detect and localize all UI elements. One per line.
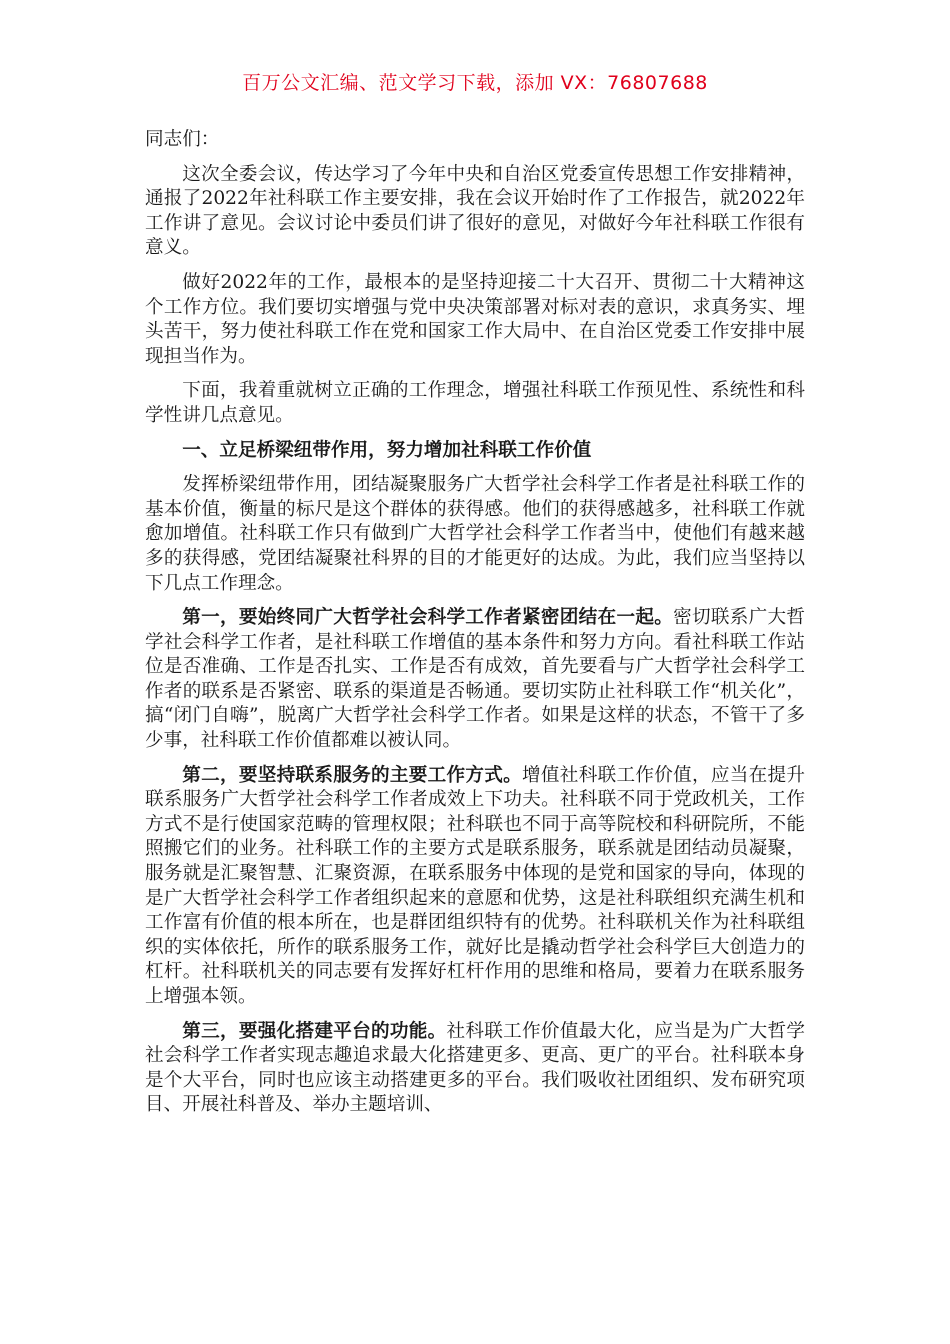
point-lead: 第三，要强化搭建平台的功能。 bbox=[182, 1020, 447, 1042]
point-body: 增值社科联工作价值，应当在提升联系服务广大哲学社会科学工作者成效上下功夫。社科联不同于党政机关，工作方式不是行使国家范畴的管理权限；社科联也不同于高等院校和科研院所，不能照搬它们的业务。社科联工作的主要方式是联系服务，联系就是团结动员凝聚，服务就是汇聚智慧、汇聚资源，在联系服务中体现的是党和国家的导向，体现的是广大哲学社会科学工作者组织起来的意愿和优势，这是社科联组织充满生机和工作富有价值的根本所在，也是群团组织特有的优势。社科联机关作为社科联组织的实体依托，所作的联系服务工作，就好比是撬动哲学社会科学巨大创造力的杠杆。社科联机关的同志要有发挥好杠杆作用的思维和格局，要着力在联系服务上增强本领。 bbox=[145, 764, 805, 1007]
salutation: 同志们： bbox=[145, 129, 220, 150]
point-body: 社科联工作价值最大化，应当是为广大哲学社会科学工作者实现志趣追求最大化搭建更多、更高、更广的平台。社科联本身是个大平台，同时也应该主动搭建更多的平台。我们吸收社团组织、发布研究项目、开展社科普及、举办主题培训、 bbox=[145, 1020, 805, 1116]
intro-paragraph: 做好2022年的工作，最根本的是坚持迎接二十大召开、贯彻二十大精神这个工作方位。我们要切实增强与党中央决策部署对标对表的意识，求真务实、埋头苦干，努力使社科联工作在党和国家工作大局中、在自治区党委工作安排中展现担当作为。 bbox=[145, 271, 805, 367]
section-intro-paragraph: 发挥桥梁纽带作用，团结凝聚服务广大哲学社会科学工作者是社科联工作的基本价值，衡量的标尺是这个群体的获得感。他们的获得感越多，社科联工作就愈加增值。社科联工作只有做到广大哲学社会科学工作者当中，使他们有越来越多的获得感，党团结凝聚社科界的目的才能更好的达成。为此，我们应当坚持以下几点工作理念。 bbox=[145, 474, 805, 594]
intro-paragraph: 这次全委会议，传达学习了今年中央和自治区党委宣传思想工作安排精神，通报了2022年社科联工作主要安排，我在会议开始时作了工作报告，就2022年工作讲了意见。会议讨论中委员们讲了很好的意见，对做好今年社科联工作很有意义。 bbox=[145, 163, 805, 259]
section-heading: 一、立足桥梁纽带作用，努力增加社科联工作价值 bbox=[182, 439, 592, 461]
intro-paragraph: 下面，我着重就树立正确的工作理念，增强社科联工作预见性、系统性和科学性讲几点意见。 bbox=[145, 380, 805, 426]
watermark-banner: 百万公文汇编、范文学习下载，添加 VX：76807688 bbox=[242, 72, 708, 94]
point-lead: 第二，要坚持联系服务的主要工作方式。 bbox=[182, 764, 523, 786]
point-paragraph bbox=[145, 764, 805, 1010]
point-lead: 第一，要始终同广大哲学社会科学工作者紧密团结在一起。 bbox=[182, 607, 674, 629]
point-paragraph bbox=[145, 1020, 805, 1118]
point-paragraph bbox=[145, 606, 805, 754]
point-body: 密切联系广大哲学社会科学工作者，是社科联工作增值的基本条件和努力方向。看社科联工作站位是否准确、工作是否扎实、工作是否有成效，首先要看与广大哲学社会科学工作者的联系是否紧密、联系的渠道是否畅通。要切实防止社科联工作“机关化”，搞“闭门自嗨”，脱离广大哲学社会科学工作者。如果是这样的状态，不管干了多少事，社科联工作价值都难以被认同。 bbox=[145, 607, 805, 752]
document-body bbox=[145, 128, 805, 1128]
